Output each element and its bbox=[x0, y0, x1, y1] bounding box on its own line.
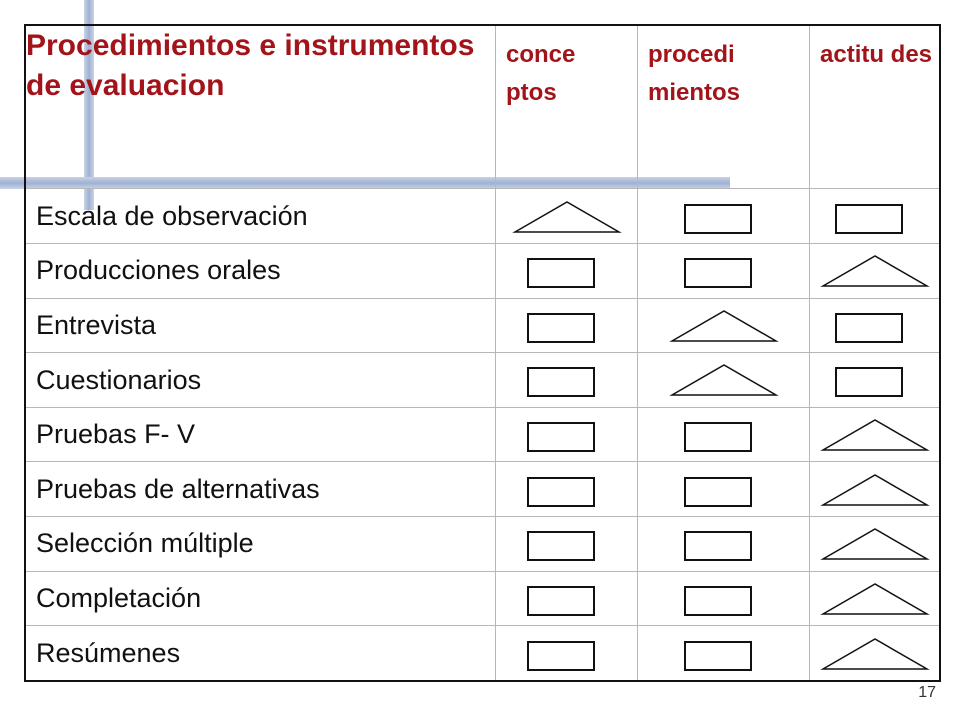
mark-cell bbox=[638, 407, 810, 462]
column-header-conceptos: conce ptos bbox=[496, 26, 638, 189]
mark-cell bbox=[638, 626, 810, 681]
mark-cell bbox=[496, 189, 638, 244]
rectangle-mark bbox=[684, 422, 752, 452]
mark-cell bbox=[496, 243, 638, 298]
rectangle-mark bbox=[684, 204, 752, 234]
mark-cell bbox=[496, 571, 638, 626]
triangle-mark bbox=[822, 638, 928, 670]
mark-cell bbox=[638, 353, 810, 408]
triangle-mark bbox=[822, 419, 928, 451]
mark-cell bbox=[810, 407, 940, 462]
rectangle-mark bbox=[684, 258, 752, 288]
triangle-mark bbox=[671, 364, 777, 396]
rectangle-mark bbox=[527, 313, 595, 343]
column-header-procedimientos: procedi mientos bbox=[638, 26, 810, 189]
mark-cell bbox=[810, 626, 940, 681]
table-row bbox=[26, 353, 940, 408]
rectangle-mark bbox=[527, 258, 595, 288]
row-label: Cuestionarios bbox=[26, 353, 496, 408]
row-label: Pruebas de alternativas bbox=[26, 462, 496, 517]
row-label: Escala de observación bbox=[26, 189, 496, 244]
triangle-mark bbox=[822, 528, 928, 560]
mark-cell bbox=[810, 243, 940, 298]
triangle-mark bbox=[822, 474, 928, 506]
row-label: Pruebas F- V bbox=[26, 407, 496, 462]
rectangle-mark bbox=[527, 367, 595, 397]
rectangle-mark bbox=[527, 586, 595, 616]
triangle-mark bbox=[671, 310, 777, 342]
mark-cell bbox=[810, 517, 940, 572]
table-row bbox=[26, 626, 940, 681]
table-row bbox=[26, 243, 940, 298]
row-label: Entrevista bbox=[26, 298, 496, 353]
row-label: Producciones orales bbox=[26, 243, 496, 298]
page-number: 17 bbox=[918, 684, 936, 701]
rectangle-mark bbox=[684, 531, 752, 561]
evaluation-table bbox=[25, 25, 940, 681]
mark-cell bbox=[810, 462, 940, 517]
triangle-mark bbox=[514, 201, 620, 233]
triangle-mark bbox=[822, 583, 928, 615]
row-label: Resúmenes bbox=[26, 626, 496, 681]
mark-cell bbox=[496, 626, 638, 681]
mark-cell bbox=[638, 571, 810, 626]
rectangle-mark bbox=[527, 477, 595, 507]
table-row bbox=[26, 189, 940, 244]
table-row bbox=[26, 571, 940, 626]
mark-cell bbox=[810, 353, 940, 408]
rectangle-mark bbox=[684, 477, 752, 507]
mark-cell bbox=[496, 353, 638, 408]
rectangle-mark bbox=[835, 313, 903, 343]
mark-cell bbox=[496, 298, 638, 353]
table-row bbox=[26, 298, 940, 353]
mark-cell bbox=[496, 462, 638, 517]
row-label: Selección múltiple bbox=[26, 517, 496, 572]
triangle-mark bbox=[822, 255, 928, 287]
header-row bbox=[26, 26, 940, 189]
rectangle-mark bbox=[835, 367, 903, 397]
rectangle-mark bbox=[527, 531, 595, 561]
mark-cell bbox=[638, 243, 810, 298]
mark-cell bbox=[638, 298, 810, 353]
mark-cell bbox=[496, 407, 638, 462]
table-row bbox=[26, 517, 940, 572]
mark-cell bbox=[638, 517, 810, 572]
column-header-actitudes: actitu des bbox=[810, 26, 940, 189]
rectangle-mark bbox=[527, 422, 595, 452]
rectangle-mark bbox=[835, 204, 903, 234]
rectangle-mark bbox=[684, 586, 752, 616]
rectangle-mark bbox=[684, 641, 752, 671]
rectangle-mark bbox=[527, 641, 595, 671]
mark-cell bbox=[810, 298, 940, 353]
table-row bbox=[26, 462, 940, 517]
mark-cell bbox=[810, 571, 940, 626]
mark-cell bbox=[638, 189, 810, 244]
mark-cell bbox=[810, 189, 940, 244]
mark-cell bbox=[496, 517, 638, 572]
table-title: Procedimientos e instrumentos de evaluacion bbox=[26, 26, 496, 189]
table-row bbox=[26, 407, 940, 462]
mark-cell bbox=[638, 462, 810, 517]
row-label: Completación bbox=[26, 571, 496, 626]
